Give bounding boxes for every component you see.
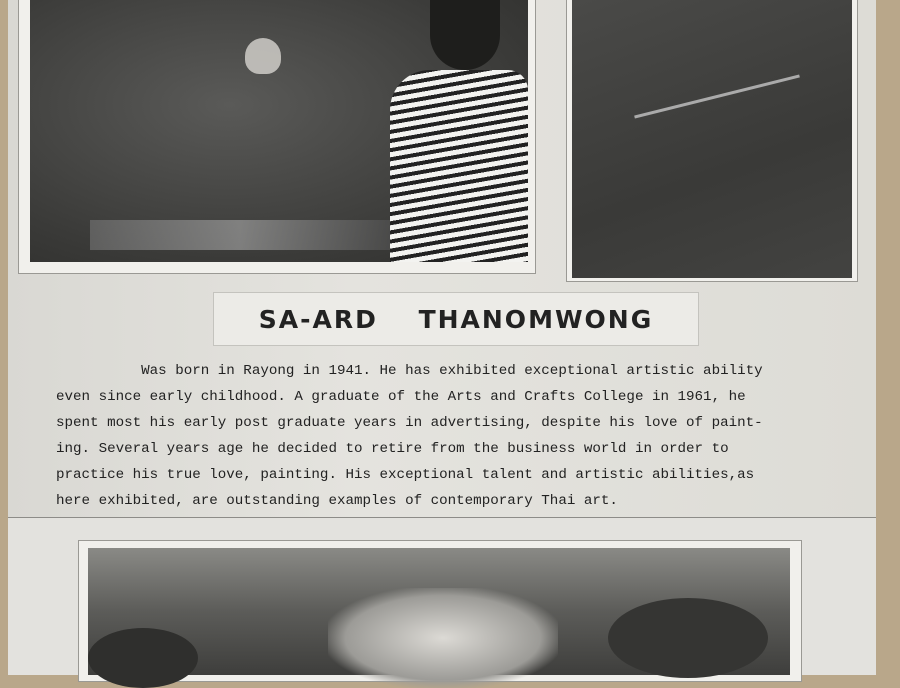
artist-biography	[56, 358, 816, 514]
bio-line: Was born in Rayong in 1941. He has exhibited exceptional artistic ability	[56, 363, 763, 379]
bio-line: practice his true love, painting. His exceptional talent and artistic abilities,as	[56, 467, 755, 483]
artist-name-box	[213, 292, 699, 346]
lotus-flower	[245, 38, 281, 74]
lotus-leaf	[88, 628, 198, 688]
bio-line: spent most his early post graduate years in advertising, despite his love of paint-	[56, 415, 763, 431]
bio-line: here exhibited, are outstanding examples of contemporary Thai art.	[56, 493, 618, 509]
lotus-leaf	[608, 598, 768, 678]
artist-head	[430, 0, 500, 70]
lotus-bloom	[328, 588, 558, 688]
bio-line: even since early childhood. A graduate of the Arts and Crafts College in 1961, he	[56, 389, 746, 405]
painting-water-edge	[90, 220, 390, 250]
artist-name-title: SA-ARD THANOMWONG	[258, 304, 654, 334]
bio-line: ing. Several years age he decided to retire from the business world in order to	[56, 441, 729, 457]
photo-lotus-painting	[88, 548, 790, 675]
photo-artist-painting	[30, 0, 528, 262]
photo-painting-right	[572, 0, 852, 278]
section-divider	[8, 517, 876, 518]
light-streak	[634, 74, 800, 118]
artist-striped-shirt	[390, 70, 528, 262]
